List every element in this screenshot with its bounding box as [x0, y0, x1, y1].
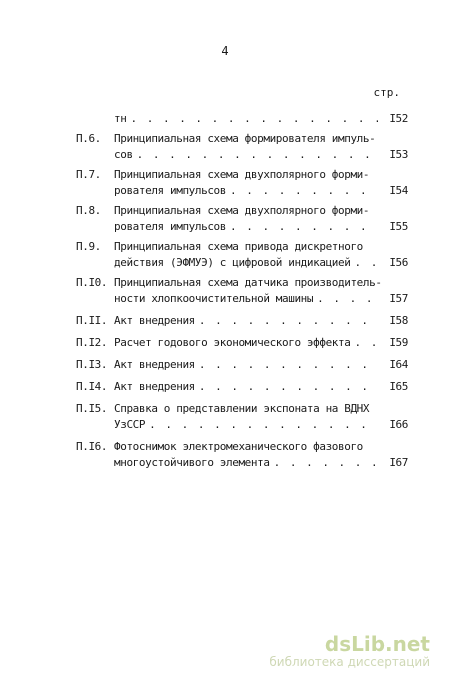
toc-entry-number: П.I0. — [76, 276, 108, 289]
toc-entry — [76, 203, 408, 235]
watermark-logo: dsLib.net — [324, 632, 430, 656]
toc-entry-page: I56 — [389, 256, 408, 269]
toc-entry-line — [114, 255, 408, 271]
toc-entry-title: тн — [114, 112, 127, 125]
toc-entry-line — [114, 455, 408, 471]
toc-entry-number: П.I5. — [76, 402, 108, 415]
toc-entry-line — [114, 357, 408, 373]
toc-entry-body — [114, 275, 408, 307]
toc-entry-body — [114, 335, 408, 351]
toc-entry-title: Принципиальная схема двухполярного форми- — [114, 204, 370, 217]
toc-entry-body — [114, 401, 408, 433]
toc-entry — [76, 439, 408, 471]
toc-entry-number: П.I3. — [76, 358, 108, 371]
toc-entry-title: Акт внедрения — [114, 314, 195, 327]
dot-leader — [230, 183, 378, 199]
dot-leader — [149, 417, 378, 433]
toc-entry-body — [114, 439, 408, 471]
toc-entry-title: многоустойчивого элемента — [114, 456, 270, 469]
toc-entry-number: П.8. — [76, 204, 101, 217]
toc-entry-line — [114, 291, 408, 307]
toc-entry-number: П.I4. — [76, 380, 108, 393]
toc-entry-line — [114, 131, 408, 147]
table-of-contents — [76, 111, 408, 471]
toc-entry-title: Принципиальная схема формирователя импуль- — [114, 132, 376, 145]
dot-leader — [354, 335, 378, 351]
toc-entry — [76, 313, 408, 329]
toc-entry-number: П.9. — [76, 240, 101, 253]
toc-entry-title: Расчет годового экономического эффекта — [114, 336, 351, 349]
toc-entry-line — [114, 313, 408, 329]
toc-entry-number: П.7. — [76, 168, 101, 181]
toc-entry-page: I53 — [389, 148, 408, 161]
toc-entry — [76, 111, 408, 127]
toc-entry-page: I64 — [389, 358, 408, 371]
toc-entry-title: Акт внедрения — [114, 380, 195, 393]
toc-entry — [76, 357, 408, 373]
toc-entry-title: сов — [114, 148, 133, 161]
toc-entry-number: П.6. — [76, 132, 101, 145]
toc-entry-line — [114, 417, 408, 433]
page-column-label: стр. — [373, 86, 400, 99]
toc-entry-line — [114, 203, 408, 219]
toc-entry-line — [114, 219, 408, 235]
toc-entry — [76, 131, 408, 163]
toc-entry-title: рователя импульсов — [114, 184, 227, 197]
toc-entry-line — [114, 401, 408, 417]
toc-entry-line — [114, 239, 408, 255]
toc-entry-page: I57 — [389, 292, 408, 305]
toc-entry-title: Фотоснимок электромеханического фазового — [114, 440, 363, 453]
toc-entry-body — [114, 313, 408, 329]
toc-entry-line — [114, 379, 408, 395]
toc-entry-title: ности хлопкоочистительной машины — [114, 292, 314, 305]
dot-leader — [274, 455, 378, 471]
toc-entry-page: I67 — [389, 456, 408, 469]
dot-leader — [199, 379, 378, 395]
toc-entry-body — [114, 379, 408, 395]
toc-entry-number: П.I6. — [76, 440, 108, 453]
dot-leader — [199, 313, 378, 329]
toc-entry-body — [114, 357, 408, 373]
toc-entry-line — [114, 111, 408, 127]
toc-entry-line — [114, 147, 408, 163]
toc-entry-page: I59 — [389, 336, 408, 349]
toc-entry-title: УзССР — [114, 418, 146, 431]
toc-entry-page: I52 — [389, 112, 408, 125]
page-number: 4 — [221, 44, 229, 58]
dot-leader — [354, 255, 378, 271]
toc-entry-body — [114, 167, 408, 199]
toc-entry-body — [114, 111, 408, 127]
toc-entry-number: П.II. — [76, 314, 108, 327]
watermark — [269, 633, 430, 669]
toc-entry-page: I65 — [389, 380, 408, 393]
dot-leader — [137, 147, 378, 163]
toc-entry-line — [114, 439, 408, 455]
toc-entry-line — [114, 183, 408, 199]
watermark-subtitle: библиотека диссертаций — [269, 655, 430, 669]
toc-entry-body — [114, 239, 408, 271]
toc-entry-body — [114, 131, 408, 163]
toc-entry — [76, 167, 408, 199]
toc-entry-page: I58 — [389, 314, 408, 327]
toc-entry-title: Принципиальная схема датчика производитель- — [114, 276, 382, 289]
toc-entry — [76, 335, 408, 351]
toc-entry-line — [114, 275, 408, 291]
toc-entry-line — [114, 335, 408, 351]
toc-entry — [76, 401, 408, 433]
toc-entry-line — [114, 167, 408, 183]
toc-entry-title: действия (ЭФМУЭ) с цифровой индикацией — [114, 256, 351, 269]
toc-entry-title: рователя импульсов — [114, 220, 227, 233]
dot-leader — [199, 357, 378, 373]
toc-entry-page: I54 — [389, 184, 408, 197]
toc-entry-title: Принципиальная схема двухполярного форми- — [114, 168, 370, 181]
toc-entry-title: Справка о представлении экспоната на ВДНХ — [114, 402, 370, 415]
toc-entry-body — [114, 203, 408, 235]
toc-entry-page: I66 — [389, 418, 408, 431]
toc-entry-page: I55 — [389, 220, 408, 233]
toc-entry — [76, 379, 408, 395]
toc-entry-title: Принципиальная схема привода дискретного — [114, 240, 363, 253]
toc-entry-title: Акт внедрения — [114, 358, 195, 371]
dot-leader — [230, 219, 378, 235]
toc-entry-number: П.I2. — [76, 336, 108, 349]
dot-leader — [317, 291, 378, 307]
toc-entry — [76, 239, 408, 271]
dot-leader — [130, 111, 378, 127]
toc-entry — [76, 275, 408, 307]
